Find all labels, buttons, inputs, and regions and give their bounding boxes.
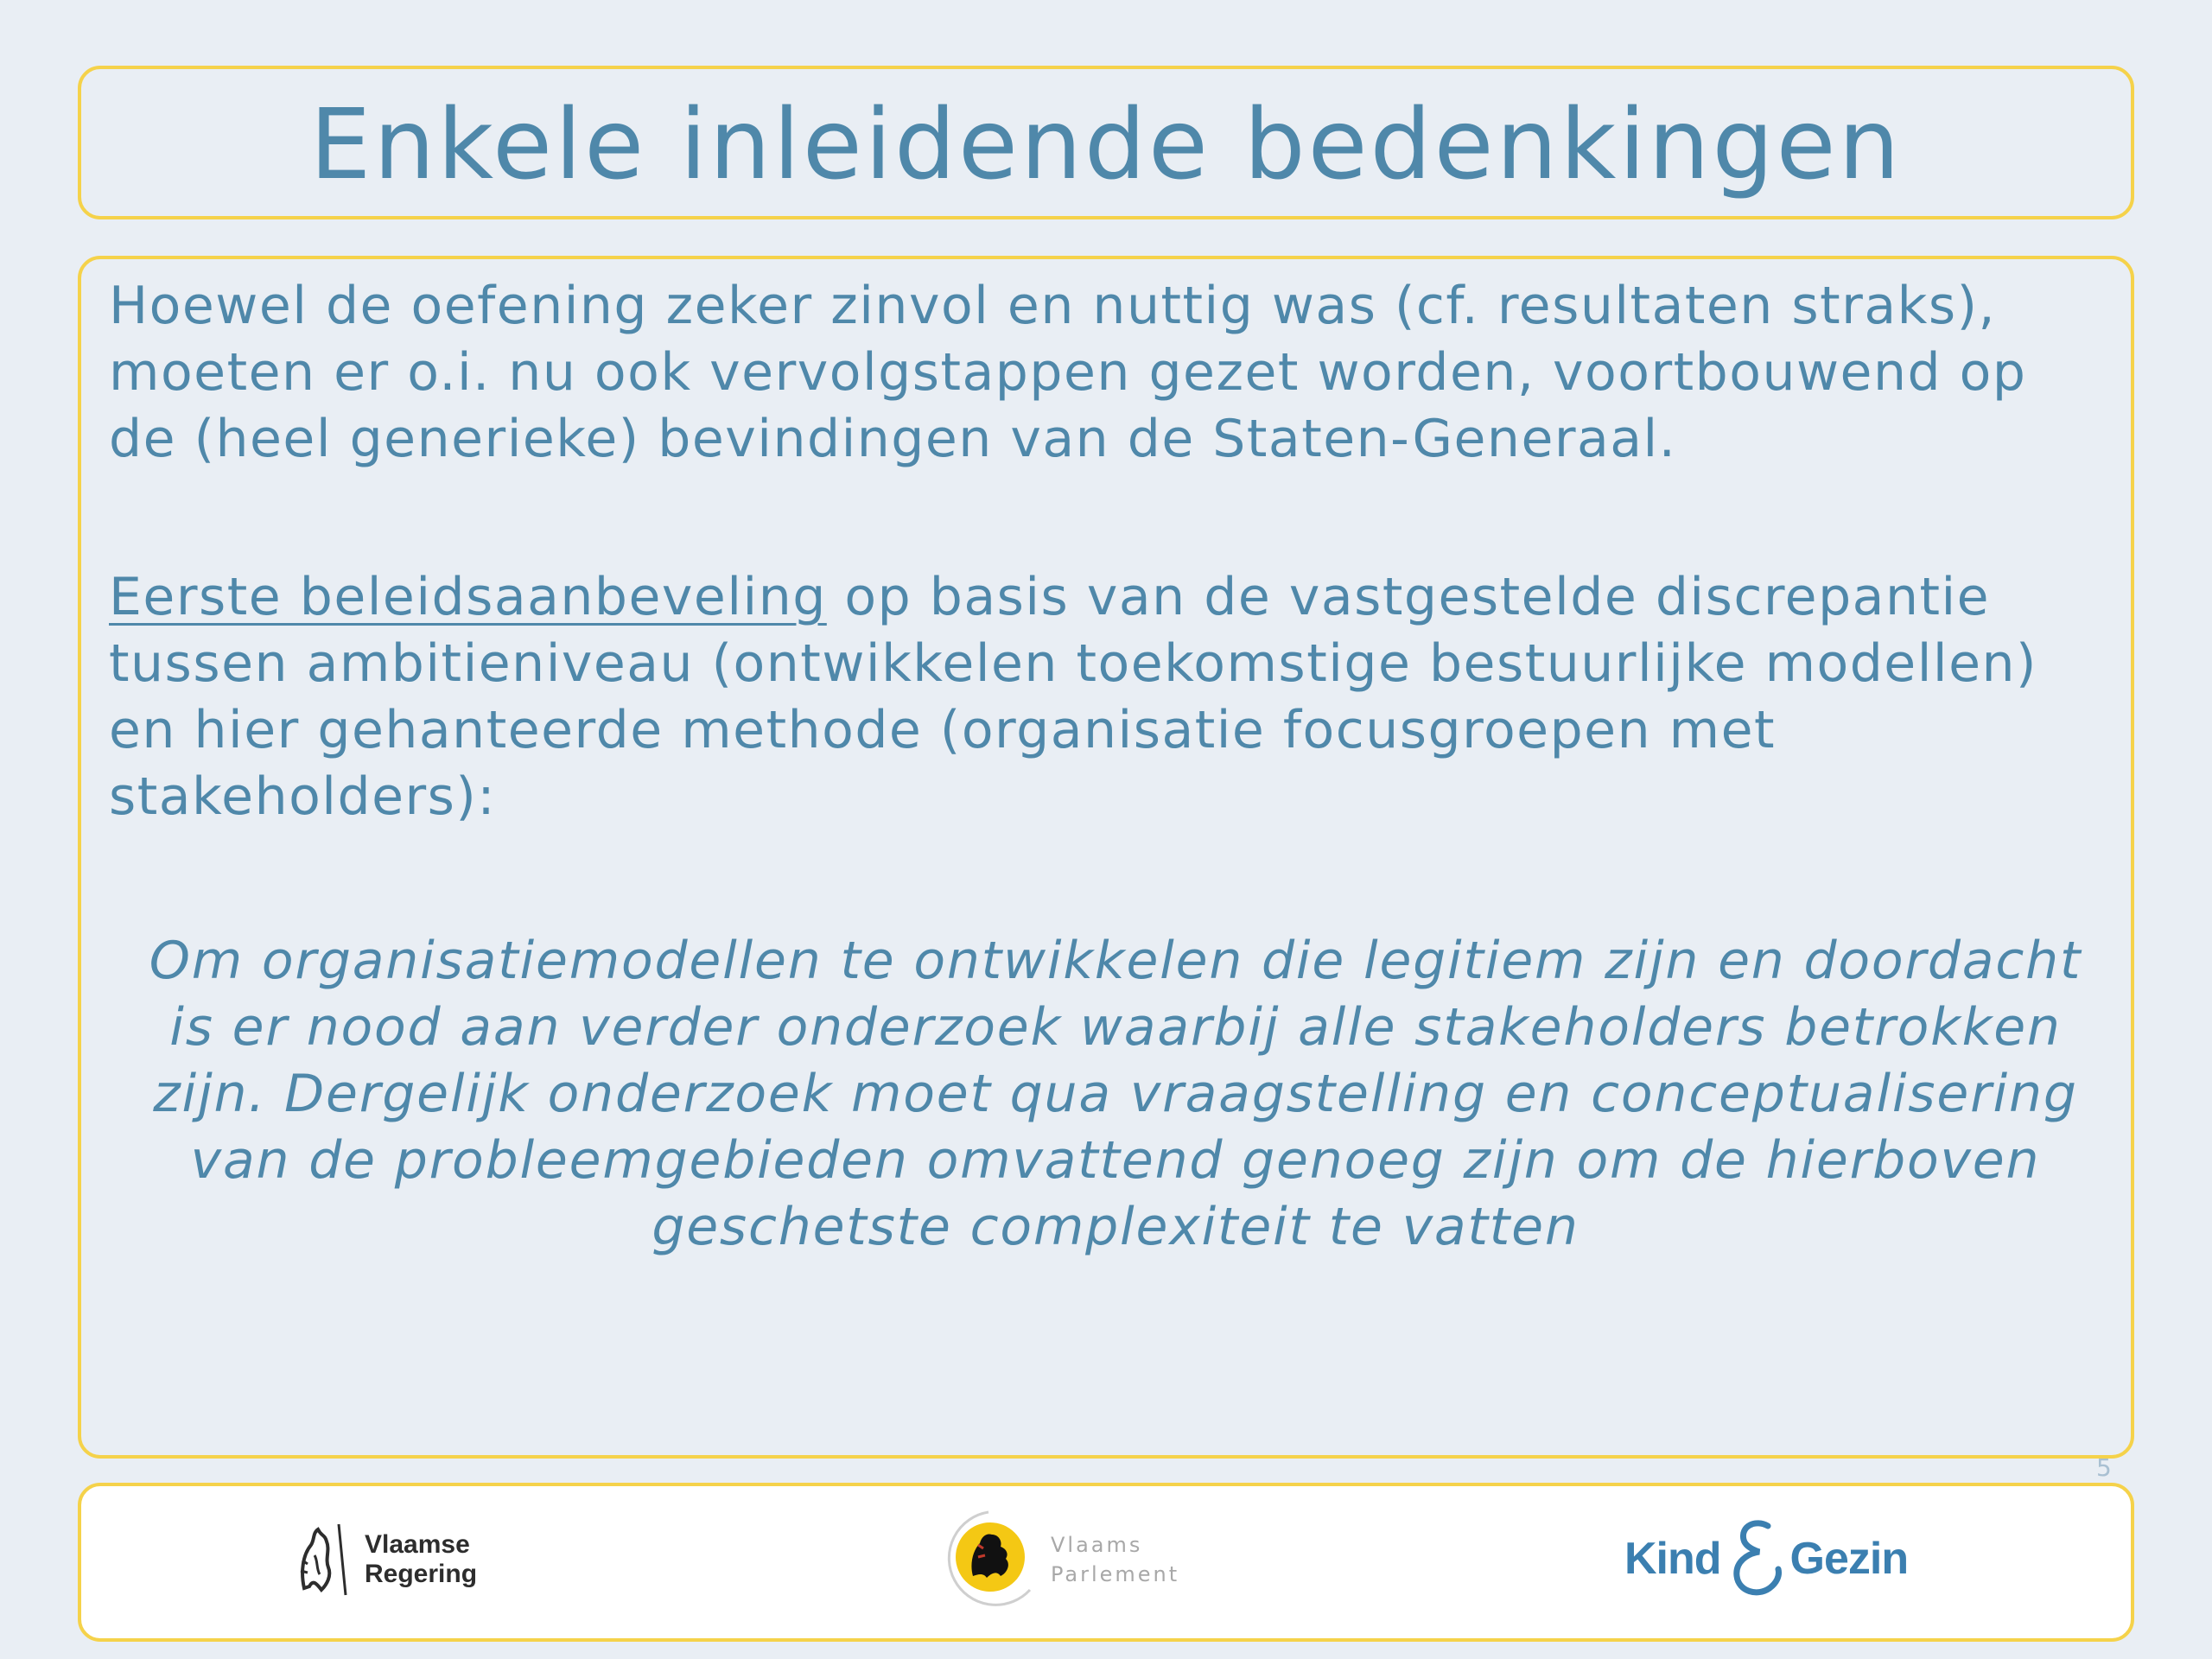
content-box [78, 256, 2134, 1459]
ampersand-icon [1730, 1517, 1783, 1600]
recommendation-heading: Eerste beleidsaanbeveling [109, 567, 827, 627]
vp-line1: Vlaams [1051, 1533, 1143, 1557]
vr-line1: Vlaamse [365, 1530, 470, 1559]
intro-paragraph: Hoewel de oefening zeker zinvol en nuttig was (cf. resultaten straks), moeten er o.i. nu ook vervolgstappen gezet worden, voortbouwend op de (heel generieke) bevindingen van de Staten-Generaal. [109, 276, 2027, 469]
kg-word-gezin: Gezin [1789, 1534, 1909, 1584]
title-box [78, 66, 2134, 219]
page-number: 5 [2096, 1453, 2112, 1482]
recommendation-paragraph [109, 564, 2105, 830]
vp-line2: Parlement [1051, 1562, 1180, 1586]
recommendation-text: op basis van de vastgestelde discrepantie tussen ambitieniveau (ontwikkelen toekomstige bestuurlijke modellen) en hier gehanteerde methode (organisatie focusgroepen met stakeholders): [109, 567, 2037, 827]
flemish-lion-icon [296, 1521, 349, 1599]
vlaams-parlement-logo [935, 1503, 1179, 1616]
kind-en-gezin-logo [1624, 1517, 1908, 1600]
lion-emblem-icon [935, 1503, 1047, 1616]
recommendation-quote: Om organisatiemodellen te ontwikkelen die legitiem zijn en doordacht is er nood aan verder onderzoek waarbij alle stakeholders betrokken zijn. Dergelijk onderzoek moet qua vraagstelling en conceptualisering van de probleemgebieden omvattend genoeg zijn om de hierboven geschetste complexiteit te vatten [149, 931, 2082, 1257]
vlaamse-regering-logo [296, 1521, 477, 1599]
footer-logo-bar [78, 1483, 2134, 1642]
slide-title: Enkele inleidende bedenkingen [309, 89, 1903, 201]
kg-word-kind: Kind [1624, 1534, 1721, 1584]
vr-line2: Regering [365, 1560, 478, 1588]
